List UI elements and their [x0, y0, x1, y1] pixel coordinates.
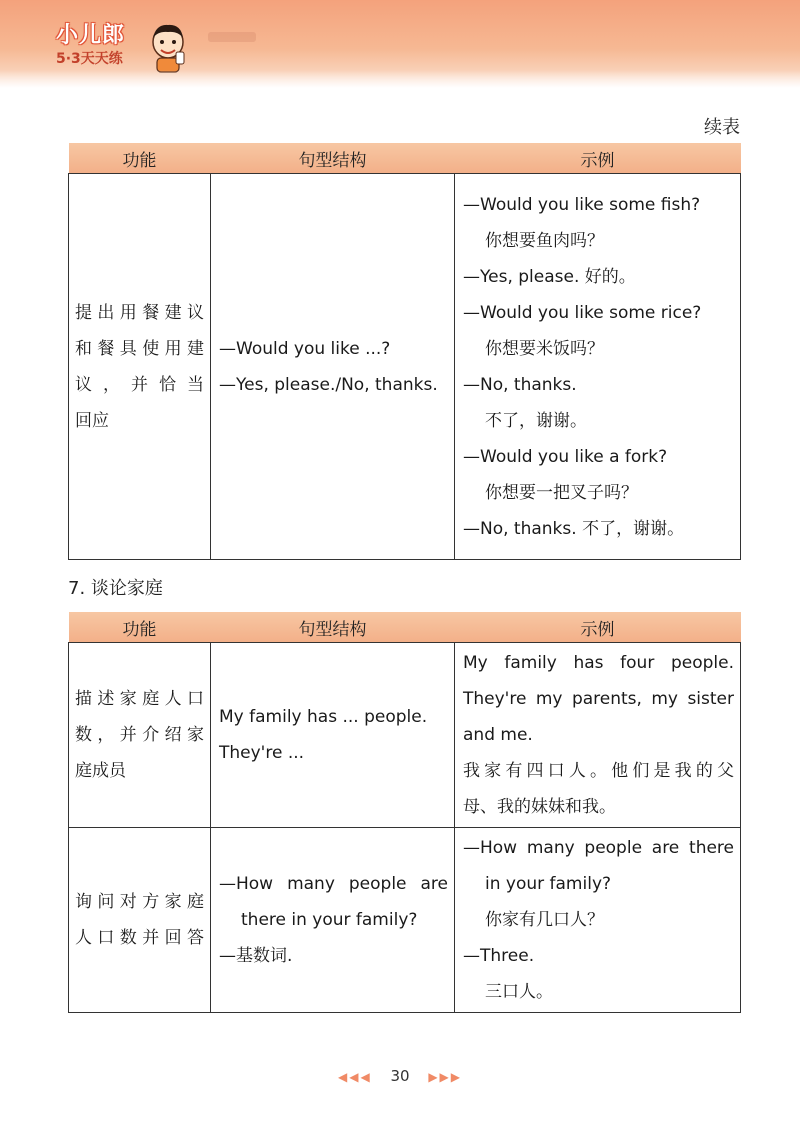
- example-line: 三口人。: [485, 982, 553, 1002]
- structure-line: there in your family?: [241, 910, 418, 930]
- example-cell: [455, 174, 741, 560]
- example-line: 你想要一把叉子吗？: [485, 482, 638, 503]
- function-cell: [69, 174, 211, 560]
- header-example: 示例: [455, 143, 741, 174]
- structure-line: —Yes, please./No, thanks.: [219, 374, 438, 395]
- structure-line: —How many people are: [219, 874, 448, 894]
- example-line: 你家有几口人？: [485, 910, 604, 930]
- example-line: in your family?: [485, 874, 612, 894]
- function-line: 提出用餐建议: [75, 302, 204, 323]
- next-arrows-icon: ▶▶▶: [428, 1070, 463, 1084]
- structure-line: They're ...: [219, 743, 305, 763]
- header-function: 功能: [69, 612, 211, 643]
- header-decoration: [208, 32, 256, 42]
- brand-name: 小儿郎: [56, 23, 126, 48]
- function-line: 庭成员: [75, 761, 126, 781]
- example-line: 不了，谢谢。: [485, 410, 587, 431]
- brand-series: 5·3天天练: [56, 51, 123, 67]
- structure-line: —Would you like ...?: [219, 338, 391, 359]
- prev-arrows-icon: ◀◀◀: [337, 1070, 372, 1084]
- structure-cell: [211, 174, 455, 560]
- header-structure: 句型结构: [211, 143, 455, 174]
- table-row: [69, 174, 741, 560]
- example-line: —Would you like some fish?: [463, 194, 701, 215]
- structure-line: My family has ... people.: [219, 707, 428, 727]
- page-footer: [0, 1067, 800, 1085]
- example-line: and me.: [463, 725, 533, 745]
- example-line: —How many people are there: [463, 838, 734, 858]
- example-line: 母、我的妹妹和我。: [463, 797, 616, 817]
- meal-suggestion-table: [68, 143, 741, 560]
- structure-cell: [211, 643, 455, 828]
- mascot-icon: [148, 22, 188, 74]
- section-title: 7. 谈论家庭: [68, 578, 163, 599]
- function-cell: [69, 643, 211, 828]
- structure-line: —基数词.: [219, 946, 293, 966]
- function-line: 议，并恰当: [75, 374, 204, 395]
- header-function: 功能: [69, 143, 211, 174]
- table-row: [69, 643, 741, 828]
- example-line: They're my parents, my sister: [463, 689, 734, 709]
- example-line: My family has four people.: [463, 653, 734, 673]
- table-header-row: [69, 143, 741, 174]
- example-line: 你想要鱼肉吗？: [485, 230, 604, 251]
- table-row: [69, 828, 741, 1013]
- function-cell: [69, 828, 211, 1013]
- example-line: —Would you like some rice?: [463, 302, 702, 323]
- function-line: 回应: [75, 410, 109, 431]
- page-header: [0, 0, 800, 88]
- function-line: 询问对方家庭: [75, 892, 204, 912]
- structure-cell: [211, 828, 455, 1013]
- example-line: 我家有四口人。他们是我的父: [463, 761, 734, 781]
- function-line: 和餐具使用建: [75, 338, 204, 359]
- example-line: —Yes, please. 好的。: [463, 266, 636, 287]
- example-line: —Would you like a fork?: [463, 446, 668, 467]
- function-line: 人口数并回答: [75, 928, 204, 948]
- example-cell: [455, 828, 741, 1013]
- example-cell: [455, 643, 741, 828]
- page-number: 30: [390, 1067, 410, 1085]
- table-header-row: [69, 612, 741, 643]
- header-example: 示例: [455, 612, 741, 643]
- example-line: —No, thanks.: [463, 374, 577, 395]
- example-line: —No, thanks. 不了，谢谢。: [463, 518, 685, 539]
- family-talk-table: [68, 612, 741, 1013]
- example-line: 你想要米饭吗？: [485, 338, 604, 359]
- continued-label: 续表: [704, 117, 740, 138]
- header-structure: 句型结构: [211, 612, 455, 643]
- function-line: 数，并介绍家: [75, 725, 204, 745]
- function-line: 描述家庭人口: [75, 689, 204, 709]
- example-line: —Three.: [463, 946, 535, 966]
